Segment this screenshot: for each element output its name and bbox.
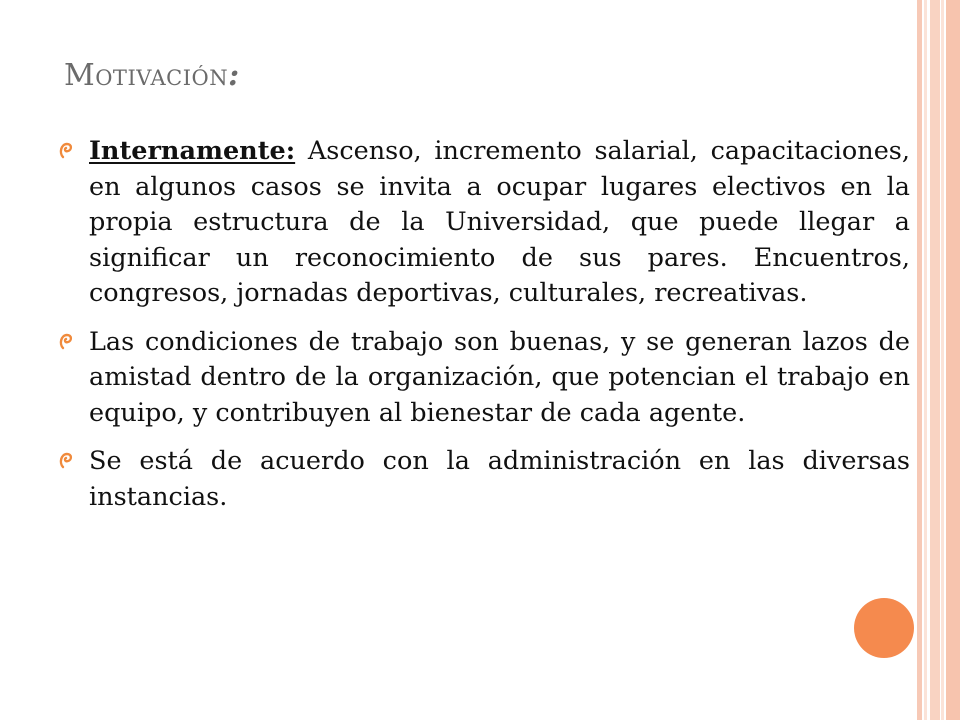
- bullet-text: [89, 134, 910, 312]
- bullet-lead: Internamente:: [89, 136, 296, 166]
- slide-title-colon: :: [228, 58, 240, 93]
- bullet-body: Ascenso, incremento salarial, capacitaciones, en algunos casos se invita a ocupar lugares electivos en la propia estructura de la Universidad, que puede llegar a significar un reconocimiento de sus pares. Encuentros, congresos, jornadas deportivas, culturales, recreativas.: [89, 136, 910, 308]
- decorative-stripe: [946, 0, 960, 720]
- loop-bullet-icon: [58, 140, 74, 160]
- loop-bullet-icon: [58, 331, 74, 351]
- decorative-stripe: [924, 0, 927, 720]
- decorative-stripe: [941, 0, 944, 720]
- orange-circle-decoration: [854, 598, 914, 658]
- list-item: [58, 134, 910, 312]
- decorative-stripe: [930, 0, 940, 720]
- bullet-text: Se está de acuerdo con la administración en las diversas instancias.: [89, 446, 910, 512]
- bullet-text: Las condiciones de trabajo son buenas, y se generan lazos de amistad dentro de la organización, que potencian el trabajo en equipo, y contribuyen al bienestar de cada agente.: [89, 326, 910, 428]
- loop-bullet-icon: [58, 450, 74, 470]
- decorative-stripe: [917, 0, 922, 720]
- bullet-list: [58, 134, 910, 528]
- list-item: [58, 325, 910, 432]
- slide-title: [64, 56, 240, 96]
- list-item: [58, 444, 910, 515]
- slide-title-text: Motivación: [64, 58, 229, 93]
